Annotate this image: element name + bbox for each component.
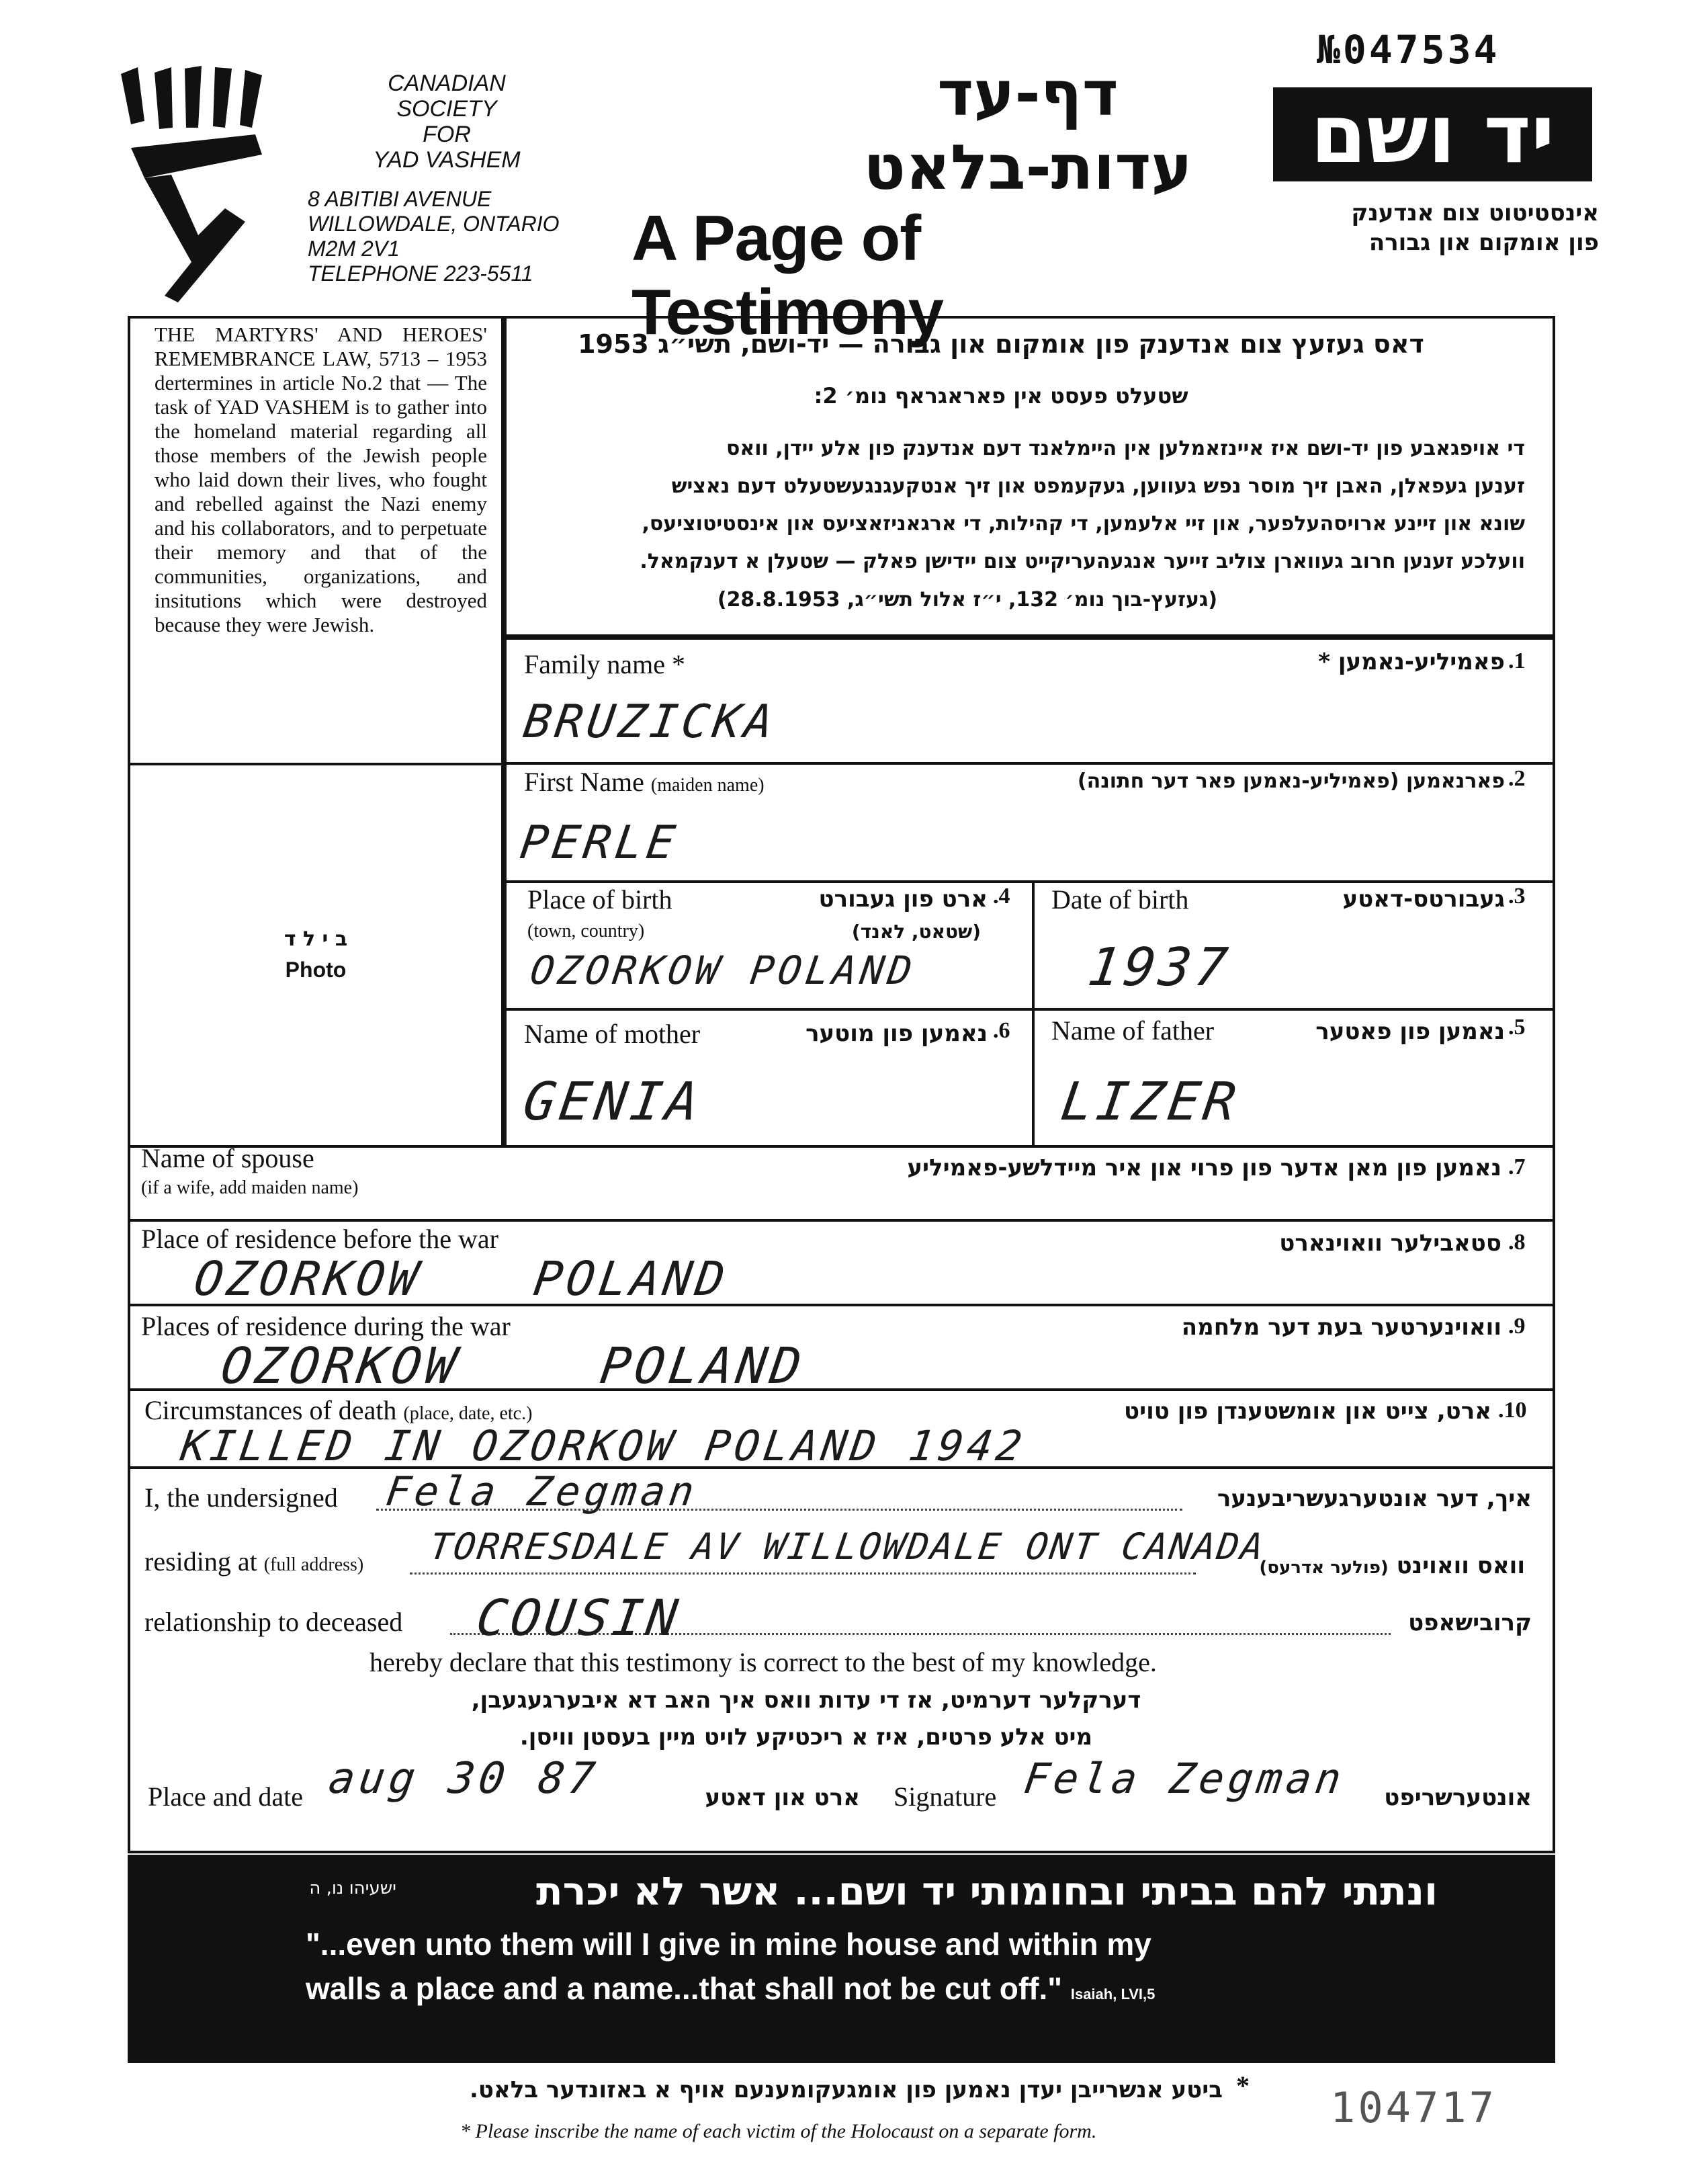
quote-reference: Isaiah, LVI,5 — [1070, 1986, 1156, 2003]
residence-during-heb: וואוינערטער בעת דער מלחמה — [1181, 1314, 1501, 1341]
org-line: 8 ABITIBI AVENUE — [308, 187, 492, 211]
spouse-label: Name of spouse — [141, 1143, 314, 1173]
field-number: .5 — [1508, 1015, 1526, 1040]
field-number: .7 — [1508, 1154, 1526, 1179]
place-date-value[interactable]: aug 30 87 — [325, 1754, 602, 1804]
date-of-birth-value[interactable]: 1937 — [1084, 937, 1235, 998]
signature-heb: אונטערשריפט — [1384, 1784, 1532, 1811]
quote-hebrew-ref: ישעיהו נו, ה — [309, 1878, 396, 1898]
hebrew-law-citation: (געזעץ-בוך נומ׳ 132, י״ז אלול תשי״ג, 28.8.1953) — [717, 588, 1218, 612]
first-name-value[interactable]: PERLE — [517, 816, 683, 870]
form-number: 104717 — [1330, 2083, 1497, 2132]
residing-label — [144, 1546, 363, 1577]
field-number: .8 — [1508, 1230, 1526, 1255]
circumstances-sub: (place, date, etc.) — [403, 1403, 533, 1424]
family-name-heb: פאמיליע-נאמען * — [1318, 648, 1505, 675]
residing-heb — [1209, 1552, 1525, 1579]
undersigned-heb: איך, דער אונטערגעשריבענער — [1217, 1485, 1532, 1512]
date-of-birth-heb: געבורטס-דאטע — [1342, 886, 1505, 913]
logo-caption — [1263, 198, 1599, 257]
mother-value[interactable]: GENIA — [519, 1072, 707, 1132]
logo-caption-line: אינסטיטוט צום אנדענק — [1351, 200, 1599, 226]
field-number: .9 — [1508, 1314, 1526, 1339]
org-line: SOCIETY — [396, 96, 497, 122]
declaration-heb-2: מיט אלע פרטים, איז א ריכטיקע לויט מיין בעסטן וויסן. — [519, 1724, 1093, 1751]
place-date-heb: ארט און דאטע — [705, 1784, 860, 1811]
circumstances-value[interactable]: KILLED IN OZORKOW POLAND 1942 — [177, 1421, 1029, 1470]
field-number: .10 — [1498, 1398, 1527, 1423]
photo-label: Photo — [285, 958, 347, 982]
residence-before-value[interactable]: OZORKOW POLAND — [191, 1251, 732, 1306]
note-hebrew: ביטע אנשרייבן יעדן נאמען פון אומגעקומענעם אויף א באזונדער בלאט. — [470, 2076, 1223, 2103]
residence-before-label: Place of residence before the war — [141, 1224, 498, 1254]
relationship-value[interactable]: COUSIN — [472, 1589, 685, 1647]
field-number: .6 — [993, 1018, 1010, 1043]
place-of-birth-sub: (town, country) — [527, 921, 645, 941]
hebrew-law-line: שטעלט פעסט אין פאראגראף נומ׳ 2: — [814, 383, 1188, 409]
place-of-birth-value[interactable]: OZORKOW POLAND — [527, 948, 919, 993]
field-number: .2 — [1508, 766, 1526, 791]
org-line: TELEPHONE 223-5511 — [308, 261, 533, 286]
residence-before-heb: סטאבילער וואוינארט — [1279, 1230, 1501, 1257]
field-number: .3 — [1508, 884, 1526, 909]
quote-line — [306, 1966, 1542, 2017]
field-number: .1 — [1508, 648, 1526, 673]
yad-vashem-logo: יד ושם — [1273, 87, 1592, 181]
field-number: .4 — [993, 884, 1010, 909]
hebrew-law-body — [531, 430, 1525, 581]
residence-during-value[interactable]: OZORKOW POLAND — [217, 1337, 809, 1395]
note-asterisk: * — [1236, 2070, 1250, 2101]
relationship-label: relationship to deceased — [144, 1607, 403, 1637]
hebrew-law-title: דאס געזעץ צום אנדענק פון אומקום און גבורה — יד-ושם, תשי״ג 1953 — [578, 329, 1424, 359]
mother-heb: נאמען פון מוטער — [805, 1020, 988, 1047]
undersigned-name[interactable]: Fela Zegman — [383, 1468, 701, 1515]
signature-value[interactable]: Fela Zegman — [1020, 1754, 1348, 1803]
signature-label: Signature — [894, 1781, 997, 1812]
circumstances-heb: ארט, צייט און אומשטענדן פון טויט — [1123, 1398, 1491, 1425]
declaration-heb-1: דערקלער דערמיט, אז די עדות וואס איך האב דא איבערגעגעבן, — [471, 1687, 1141, 1714]
photo-hebrew: ב י ל ד — [284, 927, 348, 951]
residing-line — [410, 1572, 1196, 1574]
residence-during-label: Places of residence during the war — [141, 1311, 511, 1341]
org-line: FOR — [423, 122, 471, 147]
quote-line: "...even unto them will I give in mine house and within my — [306, 1927, 1151, 1962]
residing-sub: (full address) — [263, 1554, 364, 1575]
family-name-label: Family name * — [524, 649, 685, 679]
declaration-text: hereby declare that this testimony is correct to the best of my knowledge. — [369, 1647, 1157, 1677]
hebrew-law-line: זענען געפאלן, האבן זיך מוסר נפש געווען, געקעמפט און זיך אנטקעגנגעשטעלט דעם נאציש — [671, 474, 1525, 498]
title-hebrew-1: דף-עד — [937, 58, 1119, 130]
quote-line-text: walls a place and a name...that shall not be cut off." — [306, 1971, 1063, 2006]
date-of-birth-label: Date of birth — [1051, 884, 1189, 915]
relationship-heb: קרובישאפט — [1408, 1609, 1532, 1636]
law-text-english: THE MARTYRS' AND HEROES' REMEMBRANCE LAW, 5713 – 1953 dertermines in article No.2 that — The task of YAD VASHEM is to gather into the homeland material regarding all those members of the Jewish people who laid down their lives, who fought and rebelled against the Nazi enemy and his collaborators, and to perpetuate their memory and that of the communities, organizations, and insitutions which were destroyed because they were Jewish. — [155, 323, 487, 636]
first-name-sub: (maiden name) — [650, 775, 765, 796]
org-address — [308, 187, 590, 286]
logo-caption-line: פון אומקום און גבורה — [1368, 229, 1599, 256]
place-of-birth-label: Place of birth — [527, 884, 672, 915]
residing-heb-text: וואס וואוינט — [1396, 1552, 1525, 1579]
note-english-text: Please inscribe the name of each victim of the Holocaust on a separate form. — [475, 2120, 1097, 2142]
first-name-label-text: First Name — [524, 767, 644, 797]
org-name — [306, 71, 588, 173]
hebrew-law-line: וועלכע זענען חרוב געווארן צוליב זייער אנגעהעריקייט צום יידישן פאלק — שטעלן א דענקמאל. — [640, 550, 1525, 573]
first-name-label — [524, 766, 765, 798]
spouse-heb: נאמען פון מאן אדער פון פרוי און איר מיידלשע-פאמיליע — [907, 1154, 1501, 1181]
hebrew-law-line: שונא און זיינע ארויסהעלפער, און זיי אלעמען, די קהילות, די ארגאניזאציעס און אינסטיטוציעס, — [642, 512, 1525, 536]
first-name-heb: פארנאמען (פאמיליע-נאמען פאר דער חתונה) — [1077, 769, 1505, 793]
divider — [128, 763, 504, 765]
family-name-value[interactable]: BRUZICKA — [520, 696, 781, 749]
undersigned-label: I, the undersigned — [144, 1482, 338, 1513]
org-line: CANADIAN — [388, 71, 506, 96]
menorah-logo-icon — [118, 60, 279, 309]
place-date-label: Place and date — [148, 1781, 303, 1812]
org-line: WILLOWDALE, ONTARIO — [308, 212, 560, 236]
page-title: A Page of Testimony — [631, 202, 943, 348]
father-label: Name of father — [1051, 1015, 1215, 1046]
spouse-sub: (if a wife, add maiden name) — [141, 1177, 359, 1198]
place-of-birth-heb-sub: (שטאט, לאנד) — [851, 921, 981, 943]
circumstances-label-text: Circumstances of death — [144, 1395, 397, 1425]
place-of-birth-heb: ארט פון געבורט — [818, 886, 988, 913]
residing-address[interactable]: TORRESDALE AV WILLOWDALE ONT CANADA — [427, 1525, 1268, 1568]
quote-hebrew: ונתתי להם בביתי ובחומותי יד ושם... אשר לא יכרת — [536, 1868, 1438, 1914]
residing-heb-sub: (פולער אדרעס) — [1259, 1558, 1389, 1578]
father-value[interactable]: LIZER — [1057, 1072, 1244, 1132]
father-heb: נאמען פון פאטער — [1315, 1018, 1505, 1045]
hebrew-law-line: די אויפגאבע פון יד-ושם איז איינזאמלען אין היימלאנד דעם אנדענק פון אלע יידן, וואס — [726, 437, 1525, 460]
org-line: M2M 2V1 — [308, 237, 400, 261]
serial-number: №047534 — [1317, 27, 1500, 73]
quote-english — [306, 1922, 1542, 2017]
note-english: * Please inscribe the name of each victim of the Holocaust on a separate form. — [460, 2120, 1097, 2142]
title-hebrew-2: עדות-בלאט — [863, 132, 1192, 204]
mother-label: Name of mother — [524, 1019, 701, 1049]
org-line: YAD VASHEM — [373, 147, 521, 173]
residing-label-text: residing at — [144, 1546, 257, 1577]
